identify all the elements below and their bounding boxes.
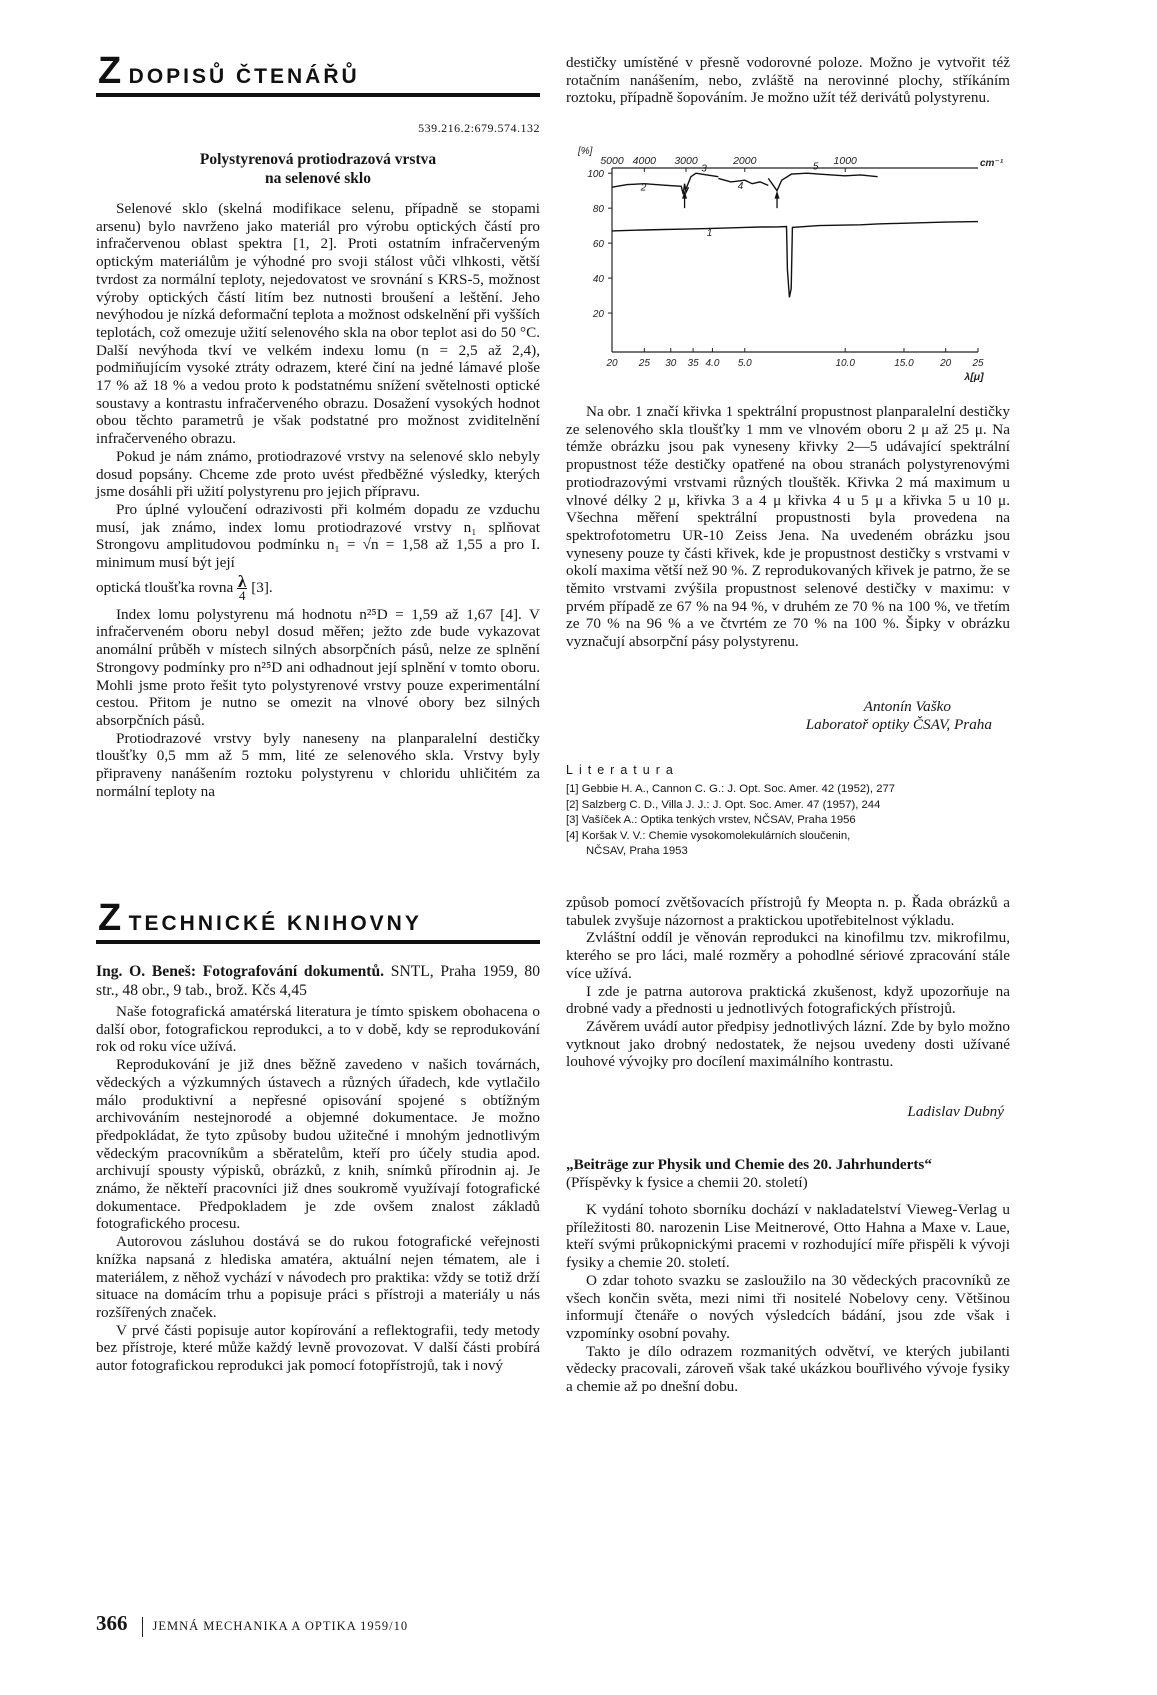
bottom-tick-label: 25 xyxy=(638,358,650,369)
series-curve-3 xyxy=(686,173,718,189)
formula-text: optická tloušťka rovna xyxy=(96,578,234,596)
review-paragraph-6: Zvláštní oddíl je věnován reprodukci na kinofilmu tzv. mikrofilmu, kterého se pro láci, malé rozměry a pohodlné sériové zpracování stále více užívá. xyxy=(566,929,1010,982)
review-paragraph-8: Závěrem uvádí autor předpisy jednotlivých lázní. Zde by bylo možno vytknout jako drobný nedostatek, že nejsou uvedeny dosti užívané louhové vývojky pro docílení maximálního kontrastu. xyxy=(566,1017,1010,1071)
article-left-column xyxy=(96,200,540,801)
review-paragraph-1: Naše fotografická amatérská literatura je tímto spiskem obohacena o další obor, fotografickou reprodukci, a to v době, kdy se reprodukování rok od roku více užívá. xyxy=(96,1003,540,1056)
section-title-initial: Z xyxy=(98,50,122,92)
review-book-details: SNTL, Praha 1959, 80 str., 48 obr., 9 tab., brož. Kčs 4,45 xyxy=(96,963,540,999)
review2-book-subtitle: (Příspěvky k fysice a chemii 20. století) xyxy=(566,1174,808,1191)
bottom-tick-label: 20 xyxy=(940,358,952,369)
bottom-tick-label: 20 xyxy=(606,358,618,369)
top-axis-unit-label: cm⁻¹ xyxy=(980,158,1004,169)
article-title-line2: na selenové sklo xyxy=(265,170,371,187)
article-title-line1: Polystyrenová protiodrazová vrstva xyxy=(199,151,437,168)
article-paragraph-4: Index lomu polystyrenu má hodnotu n²⁵D = 1,59 až 1,67 [4]. V infračerveném oboru nebyl dosud měřen; ježto zde bude vykazovat anomální průběh v místech silných absorpčních pásů, nelze ze splnění Strongovy podmínky pro n²⁵D ani odhadnout její splnění v tomto oboru. Mohli jsme proto řešit tyto polystyrenové vrstvy pouze experimentální cestou. Přitom je nutno se omezit na vlnové obory bez silných absorpčních pásů. xyxy=(96,605,540,729)
review-paragraph-4: V prvé části popisuje autor kopírování a reflektografii, tedy metody bez přístroje, které může každý levně provozovat. V další části probírá autor fotografickou reprodukci jak pomocí fotopřístrojů, tak i nový xyxy=(96,1321,540,1375)
section-title-letters-to-editor xyxy=(98,50,360,93)
top-tick-label: 4000 xyxy=(632,155,657,167)
article-paragraph-3: Pro úplné vyloučení odrazivosti při kolmém dopadu ze vzduchu musí, jak známo, index lomu protiodrazové vrstvy n₁ splňovat Strongovu amplitudovou podmínku n₁ = √n = 1,58 až 1,55 a pro I. minimum musí být její xyxy=(96,500,540,572)
page-footer xyxy=(96,1611,408,1637)
udc-code: 539.216.2:679.574.132 xyxy=(418,121,540,135)
y-tick-label: 80 xyxy=(592,204,604,216)
bottom-tick-label: 10.0 xyxy=(835,358,855,369)
series-label: 3 xyxy=(701,163,707,175)
transmission-spectrum-chart xyxy=(560,140,1016,390)
review-heading xyxy=(96,962,540,1000)
series-label: 2 xyxy=(640,182,647,194)
y-tick-label: 60 xyxy=(592,239,604,251)
y-tick-label: 100 xyxy=(587,169,604,181)
article-paragraph-7: Na obr. 1 značí křivka 1 spektrální propustnost planparalelní destičky ze selenového skla tloušťky 1 mm ve vlnovém oboru 2 μ až 25 μ. Na témže obrázku jsou pak vyneseny křivky 2—5 udávající spektrální propustnost téže destičky opatřené na obou stranách polystyrenovými protiodrazovými vrstvami různých tlouštěk. Křivka 2 má maximum u vlnové délky 2 μ, křivka 3 a 4 μ křivka 4 u 5 μ a křivka 5 u 10 μ. Všechna měření spektrální propustnosti byla provedena na spektrofotometru UR-10 Zeiss Jena. Na uvedeném obrázku jsou vyneseny pouze ty části křivek, kde je propustnost destičky s vrstvami v okolí maxima větší než 90 %. Z reprodukovaných křivek je patrno, že se těmito vrstvami zvýšila propustnost selenové destičky v maximu: v prvém případě ze 67 % na 94 %, v druhém ze 70 % na 100 %, ve třetím ze 70 % na 96 % a ve čtvrtém ze 70 % na 100 %. Šipky v obrázku vyznačují absorpční pásy polystyrenu. xyxy=(566,403,1010,651)
review2-book-title: „Beiträge zur Physik und Chemie des 20. Jahrhunderts“ xyxy=(566,1156,932,1173)
y-tick-label: 40 xyxy=(592,274,604,286)
section-rule xyxy=(96,940,540,944)
series-curve-4 xyxy=(718,178,768,185)
reference-item: [3] Vašíček A.: Optika tenkých vrstev, NČSAV, Praha 1956 xyxy=(566,814,856,826)
footer-divider xyxy=(142,1617,143,1637)
top-tick-label: 5000 xyxy=(600,155,624,167)
reference-list xyxy=(566,782,1010,860)
page-number: 366 xyxy=(96,1611,128,1635)
formula-reference: [3]. xyxy=(251,578,273,596)
top-tick-label: 1000 xyxy=(833,155,857,167)
bottom-tick-label: 25 xyxy=(972,358,984,369)
lambda-quarter-fraction xyxy=(237,571,247,603)
series-label: 1 xyxy=(706,228,713,240)
bottom-tick-label: 4.0 xyxy=(705,358,720,369)
section-title-rest: DOPISŮ ČTENÁŘŮ xyxy=(128,65,360,88)
review-book-title: Ing. O. Beneš: Fotografování dokumentů. xyxy=(96,963,385,980)
section-rule xyxy=(96,93,540,97)
series-curve-2 xyxy=(612,184,689,195)
bottom-axis-unit-label: λ[μ] xyxy=(964,371,984,383)
y-unit-label: [%] xyxy=(578,146,593,157)
series-curve-1 xyxy=(612,222,978,298)
review-paragraph-2: Reprodukování je již dnes běžně zavedeno v našich továrnách, vědeckých a výzkumných ústavech a různých úřadech, kde vytlačilo málo produktivní a nepřesné opisování spojené s obtížným archivováním nestejnorodé a objemné dokumentace. Je možno předpokládat, že tyto způsoby budou užitečné i mnohým jednotlivým vědeckým pracovníkům a sběratelům, kteří pro účely studia apod. archivují spousty výpisků, obrázků, z knih, snímků přírodnin aj. Je známo, že někteří pracovníci již dnes soukromě využívají fotografické dokumentace. Předpokladem je zde ovšem znalost základů fotografického procesu. xyxy=(96,1056,540,1233)
author-name: Antonín Vaško xyxy=(863,698,951,715)
review-left-column xyxy=(96,962,540,1375)
reference-item: [2] Salzberg C. D., Villa J. J.: J. Opt. Soc. Amer. 47 (1957), 244 xyxy=(566,798,881,811)
article-paragraph-3-formula xyxy=(96,571,540,603)
author-affiliation: Laboratoř optiky ČSAV, Praha xyxy=(805,716,992,733)
article-paragraph-1: Selenové sklo (skelná modifikace selenu, případně se stopami arsenu) bylo navrženo jako materiál pro výrobu optických částí pro infračervenou oblast spektra [1, 2]. Proti ostatním infračerveným optickým materiálům je výhodné pro svoji stálost vůči vlhkosti, větší tvrdost za normální teploty, nejedovatost ve srovnání s KRS-5, možnost výroby optických částí litím bez nutnosti broušení a leštění. Jeho nevýhodou je nízká deformační teplota a možnost odskelnění při vyšších teplotách, což omezuje užití selenového skla na obor teplot asi do 50 °C. Další nevýhoda tkví ve velkém indexu lomu (n = 2,5 až 2,4), podmiňujícím vysoké ztráty odrazem, které činí na jedné lámavé ploše 17 % až 18 % a vedou proto k podstatnému snížení světelnosti optické soustavy a kontrastu infračerveného obrazu. Dosažení vysokých hodnot obou těchto parametrů je však podstatné pro možnost zviditelnění infračerveného obrazu. xyxy=(96,200,540,448)
article-right-column-top xyxy=(566,54,1010,107)
series-label: 5 xyxy=(812,161,819,173)
bottom-tick-label: 5.0 xyxy=(737,358,752,369)
top-tick-label: 2000 xyxy=(733,155,757,167)
review-paragraph-3: Autorovou zásluhou dostává se do rukou fotografické veřejnosti knížka napsaná z hlediska amatéra, aktuální nejen tématem, ale i materiálem, z něhož vychází v návodech pro praktika: vždy se totiž drží situace na domácím trhu a popisuje práci s přístroji a materiály u nás rozšířených značek. xyxy=(96,1233,540,1321)
reference-item: [4] Koršak V. V.: Chemie vysokomolekulárních sloučenin, xyxy=(566,829,851,842)
literature-heading: Literatura xyxy=(566,763,679,777)
series-label: 4 xyxy=(737,180,744,192)
section-title-rest: TECHNICKÉ KNIHOVNY xyxy=(128,912,422,935)
fraction-denominator: 4 xyxy=(238,587,246,603)
bottom-tick-label: 15.0 xyxy=(894,358,914,369)
review2-paragraph-1: K vydání tohoto sborníku dochází v nakladatelství Vieweg-Verlag u příležitosti 80. narozenin Lise Meitnerové, Otto Hahna a Maxe v. Laue, kteří svými průkopnickými pracemi v rozhodující míře přispěli k vývoji fysiky a chemie 20. století. xyxy=(566,1201,1010,1272)
article-right-column-text xyxy=(566,403,1010,651)
article-paragraph-2: Pokud je nám známo, protiodrazové vrstvy na selenové sklo nebyly dosud popsány. Chceme zde proto uvést předběžné výsledky, kterých jsme dosáhli při užití polystyrenu pro jejich přípravu. xyxy=(96,447,540,501)
series-curve-5 xyxy=(768,173,877,191)
absorption-arrow-head xyxy=(775,191,780,199)
y-tick-label: 20 xyxy=(592,309,604,321)
journal-name: JEMNÁ MECHANIKA A OPTIKA 1959/10 xyxy=(152,1619,409,1633)
article-title xyxy=(96,150,540,188)
top-tick-label: 3000 xyxy=(674,155,698,167)
article-paragraph-5: Protiodrazové vrstvy byly naneseny na planparalelní destičky tloušťky 0,5 mm až 5 mm, lité ze selenového skla. Vrstvy byly připraveny nanášením roztoku polystyrenu v chloridu uhličitém za normální teploty na xyxy=(96,729,540,800)
review2-paragraph-3: Takto je dílo odrazem rozmanitých odvětví, ve kterých jubilanti vědecky pracovali, zároveň však také ukázkou bouřlivého vývoje fysiky a chemie až po dnešní dobu. xyxy=(566,1342,1010,1396)
review-right-column xyxy=(566,894,1010,1071)
bottom-tick-label: 30 xyxy=(665,358,677,369)
reviewer-name: Ladislav Dubný xyxy=(907,1103,1004,1120)
reference-item: [1] Gebbie H. A., Cannon C. G.: J. Opt. Soc. Amer. 42 (1952), 277 xyxy=(566,783,896,795)
review-paragraph-7: I zde je patrna autorova praktická zkušenost, když upozorňuje na drobné vady a přednosti u jednotlivých fotografických přístrojů. xyxy=(566,982,1010,1018)
bottom-tick-label: 35 xyxy=(687,358,699,369)
fraction-numerator: λ xyxy=(238,571,247,591)
reference-item: NČSAV, Praha 1953 xyxy=(586,845,688,857)
chart-plot-area xyxy=(577,146,1004,383)
article-paragraph-6: destičky umístěné v přesně vodorovné poloze. Možno je vytvořit též rotačním nanášením, nebo, zvláště na nerovinné plochy, stříkáním roztoku, případně šopováním. Je možno užít též derivátů polystyrenu. xyxy=(566,54,1010,107)
review2-paragraph-2: O zdar tohoto svazku se zasloužilo na 30 vědeckých pracovníků ze všech končin světa, mezi nimi tři nositelé Nobelovy ceny. Většinou informují čtenáře o nových výsledcích bádání, jsou zde však i vzpomínky osobní povahy. xyxy=(566,1271,1010,1342)
section-title-technical-library xyxy=(98,897,422,940)
review2-heading xyxy=(566,1156,1010,1192)
review-paragraph-5: způsob pomocí zvětšovacích přístrojů fy Meopta n. p. Řada obrázků a tabulek zvyšuje názornost a praktickou upotřebitelnost výkladu. xyxy=(566,894,1010,929)
review2-column xyxy=(566,1156,1010,1396)
section-title-initial: Z xyxy=(98,897,122,939)
